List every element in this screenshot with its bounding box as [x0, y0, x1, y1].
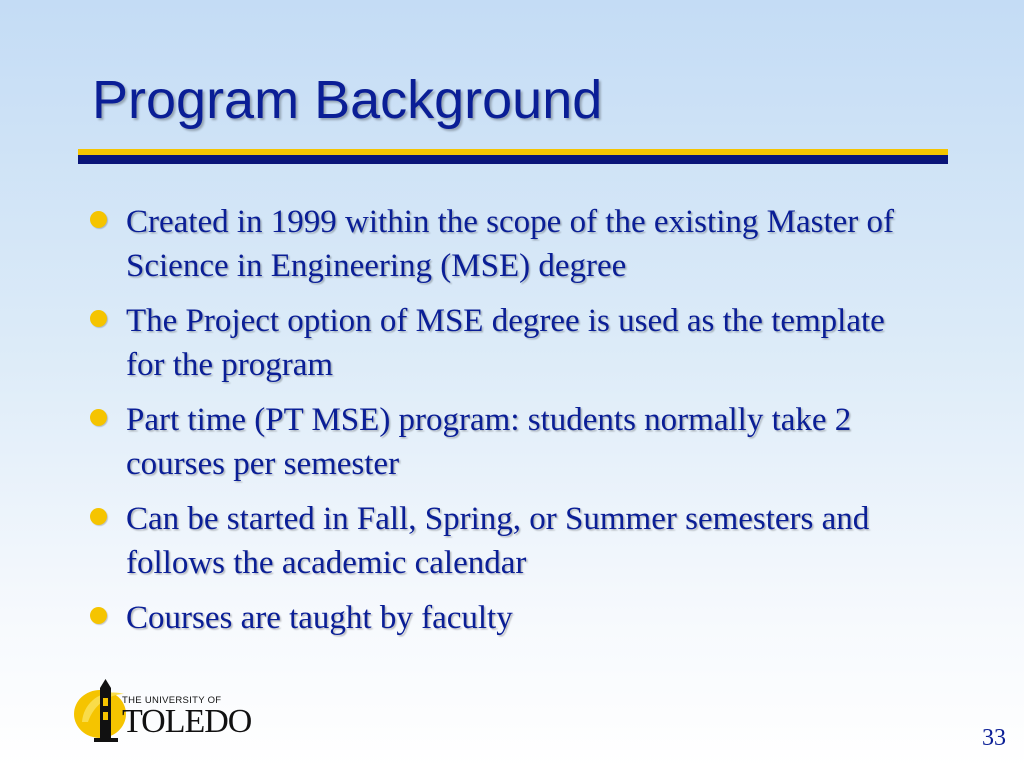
bullet-dot-icon	[90, 310, 107, 327]
slide-title: Program Background	[92, 70, 603, 130]
logo-small-text: THE UNIVERSITY OF	[122, 695, 222, 706]
bullet-dot-icon	[90, 211, 107, 228]
bullet-item	[88, 398, 918, 486]
bullet-dot-icon	[90, 409, 107, 426]
bullet-item	[88, 299, 918, 387]
bullet-item	[88, 200, 918, 288]
bullet-text: Created in 1999 within the scope of the existing Master of Science in Engineering (MSE) degree	[126, 204, 894, 284]
bullet-text: The Project option of MSE degree is used as the template for the program	[126, 303, 885, 383]
bullet-item	[88, 596, 918, 640]
bullet-text: Courses are taught by faculty	[126, 600, 513, 636]
bullet-item	[88, 497, 918, 585]
page-number: 33	[982, 725, 1006, 751]
bullet-text: Part time (PT MSE) program: students normally take 2 courses per semester	[126, 402, 852, 482]
university-logo	[70, 678, 250, 748]
logo-big-text: TOLEDO	[122, 703, 252, 740]
title-rule-navy	[78, 155, 948, 164]
bullet-text: Can be started in Fall, Spring, or Summer semesters and follows the academic calendar	[126, 501, 870, 581]
bullet-list	[88, 200, 918, 651]
bullet-dot-icon	[90, 607, 107, 624]
bullet-dot-icon	[90, 508, 107, 525]
